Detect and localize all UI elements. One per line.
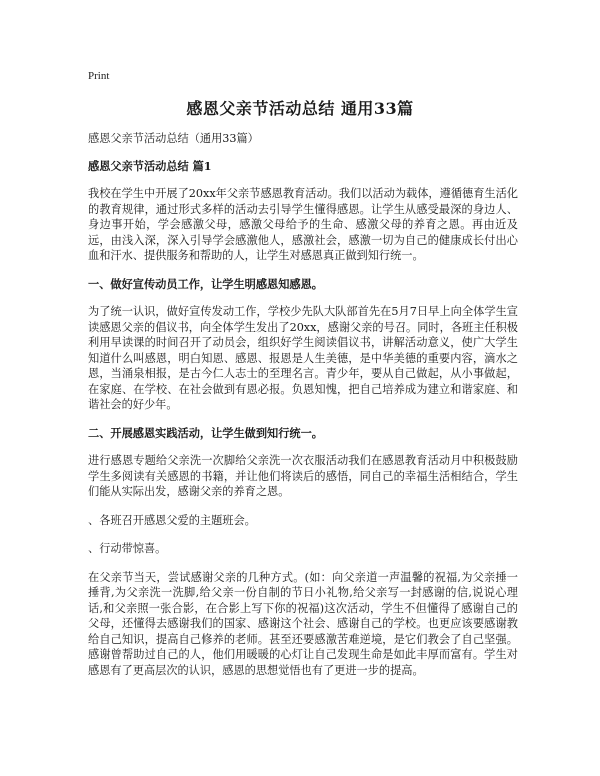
bullet-2: 、行动带惊喜。	[88, 542, 167, 555]
document-body	[88, 131, 518, 691]
bullet-1: 、各班召开感恩父爱的主题班会。	[88, 513, 256, 527]
heading-2: 二、开展感恩实践活动，让学生做到知行统一。	[88, 425, 323, 440]
paragraph-intro: 我校在学生中开展了20xx年父亲节感恩教育活动。我们以活动为载体，遵循德育生活化的教育规律，通过形式多样的活动去引导学生懂得感恩。让学生从感受最深的身边人、身边事开始，学会感激父母，感激父母给予的生命、感激父母的养育之恩。再由近及远，由浅入深，深入引导学会感激他人，感激社会，感激一切为自己的健康成长付出心血和汗水、提供服务和帮助的人，让学生对感恩真正做到知行统一。	[88, 187, 518, 262]
print-label[interactable]: Print	[88, 70, 110, 82]
paragraph-3: 在父亲节当天，尝试感谢父亲的几种方式。(如：向父亲道一声温馨的祝福,为父亲捶一捶背,为父亲洗一洗脚,给父亲一份自制的节日小礼物,给父亲写一封感谢的信,说说心理话,和父亲照一张合影，在合影上写下你的祝福)这次活动，学生不但懂得了感谢自己的父母，还懂得去感谢我们的国家、感谢这个社会、感谢自己的学校。也更应该要感谢教给自己知识，提高自己修养的老师。甚至还要感激苦难逆境，是它们教会了自己坚强。感谢曾帮助过自己的人，他们用暖暖的心灯让自己发现生命是如此丰厚而富有。学生对感恩有了更高层次的认识，感恩的思想觉悟也有了更进一步的提高。	[88, 570, 518, 677]
page-title: 感恩父亲节活动总结 通用33篇	[186, 99, 414, 118]
section-title: 感恩父亲节活动总结 篇1	[88, 158, 212, 173]
heading-1: 一、做好宣传动员工作，让学生明感恩知感恩。	[88, 276, 323, 291]
paragraph-2: 进行感恩专题给父亲洗一次脚给父亲洗一次衣服活动我们在感恩教育活动月中积极鼓励学生多阅读有关感恩的书籍，并让他们将读后的感悟，同自己的幸福生活相结合，学生们能从实际出发，感谢父亲的养育之恩。	[88, 454, 518, 498]
document-subtitle: 感恩父亲节活动总结（通用33篇）	[88, 132, 259, 145]
paragraph-1: 为了统一认识，做好宣传发动工作，学校少先队大队部首先在5月7日早上向全体学生宣读感恩父亲的倡议书，向全体学生发出了20xx，感谢父亲的号召。同时，各班主任积极利用早读课的时间召开了动员会，组织好学生阅读倡议书，讲解活动意义，使广大学生知道什么叫感恩，明白知恩、感恩、报恩是人生美德，是中华美德的重要内容，滴水之恩，当涌泉相报，是古今仁人志士的至理名言。青少年，要从自己做起，从小事做起，在家庭、在学校、在社会做到有恩必报。负恩知愧，把自己培养成为建立和谐家庭、和谐社会的好少年。	[88, 305, 518, 411]
